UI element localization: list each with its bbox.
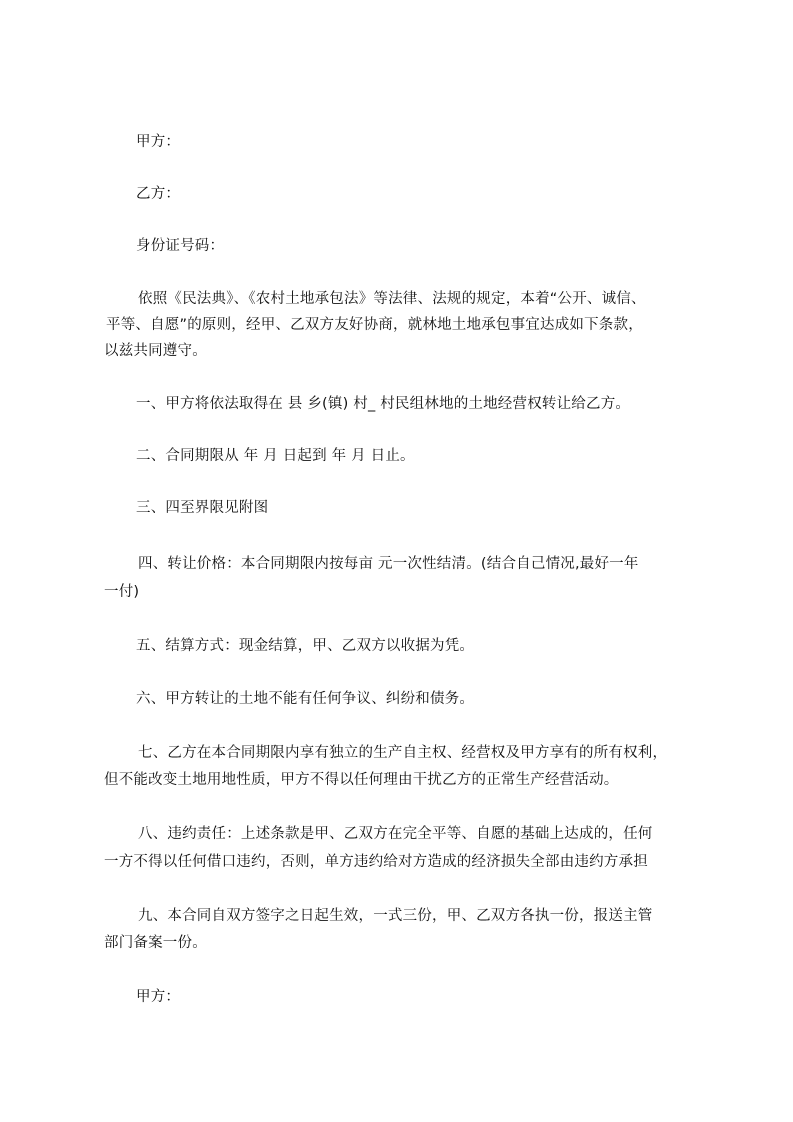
clause-9-line-2: 部门备案一份。 [104,935,207,951]
clause-8-line-1: 八、违约责任：上述条款是甲、乙双方在完全平等、自愿的基础上达成的，任何 [138,826,653,842]
preamble-line-1: 依照《民法典》、《农村土地承包法》等法律、法规的规定，本着“公开、诚信、 [138,291,646,307]
clause-9-line-1: 九、本合同自双方签字之日起生效，一式三份，甲、乙双方各执一份，报送主管 [138,908,653,924]
clause-3: 三、四至界限见附图 [136,500,269,516]
clause-2: 二、合同期限从 年 月 日起到 年 月 日止。 [136,448,415,464]
clause-6: 六、甲方转让的土地不能有任何争议、纠纷和债务。 [136,691,475,707]
preamble-line-3: 以兹共同遵守。 [104,343,207,359]
signature-party-a-label: 甲方： [136,989,181,1005]
clause-4-line-2: 一付) [104,584,140,600]
clause-1: 一、甲方将依法取得在 县 乡(镇) 村_ 村民组林地的土地经营权转让给乙方。 [136,396,631,412]
clause-4-line-1: 四、转让价格：本合同期限内按每亩 元一次性结清。(结合自己情况,最好一年 [138,556,639,572]
preamble-line-2: 平等、自愿”的原则，经甲、乙双方友好协商，就林地土地承包事宜达成如下条款， [106,317,643,333]
clause-7-line-1: 七、乙方在本合同期限内享有独立的生产自主权、经营权及甲方享有的所有权利， [138,745,668,761]
clause-8-line-2: 一方不得以任何借口违约，否则，单方违约给对方造成的经济损失全部由违约方承担 [104,854,648,870]
clause-5: 五、结算方式：现金结算，甲、乙双方以收据为凭。 [136,638,475,654]
party-b-label: 乙方： [136,186,181,202]
clause-7-line-2: 但不能改变土地用地性质，甲方不得以任何理由干扰乙方的正常生产经营活动。 [104,772,619,788]
id-number-label: 身份证号码： [136,238,225,254]
party-a-label: 甲方： [136,134,181,150]
